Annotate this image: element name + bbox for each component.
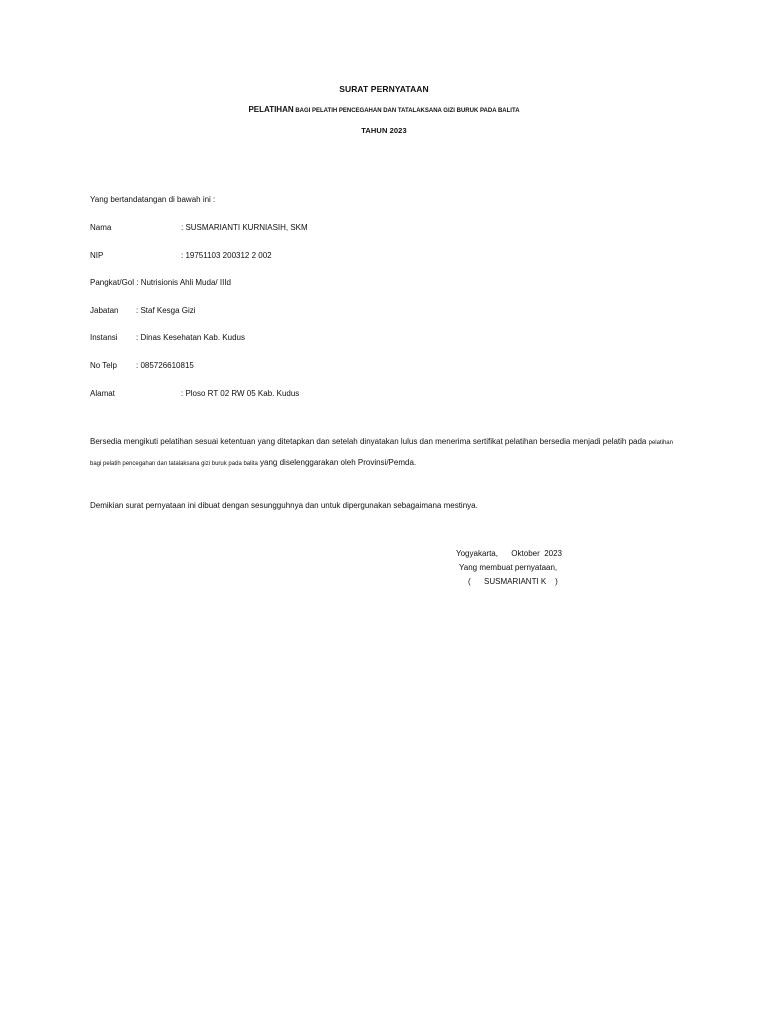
field-label-nama: Nama	[90, 223, 112, 232]
document-title: SURAT PERNYATAAN	[339, 84, 429, 94]
statement-line-2	[90, 458, 416, 467]
field-pangkat: Pangkat/Gol : Nutrisionis Ahli Muda/ IIId	[90, 278, 231, 287]
closing-text: Demikian surat pernyataan ini dibuat dengan sesungguhnya dan untuk dipergunakan sebagaimana mestinya.	[90, 501, 478, 510]
field-label-alamat: Alamat	[90, 389, 115, 398]
field-label-telp: No Telp	[90, 361, 117, 370]
field-value-jabatan: : Staf Kesga Gizi	[136, 306, 196, 315]
intro-text: Yang bertandatangan di bawah ini :	[90, 195, 216, 204]
statement-line-2-small: bagi pelatih pencegahan dan tatalaksana gizi buruk pada balita	[90, 461, 258, 467]
document-subtitle	[0, 105, 768, 114]
field-value-telp: : 085726610815	[136, 361, 194, 370]
field-label-instansi: Instansi	[90, 333, 118, 342]
signature-place-date: Yogyakarta, Oktober 2023	[456, 549, 562, 558]
field-value-nama: : SUSMARIANTI KURNIASIH, SKM	[181, 223, 308, 232]
field-value-nip: : 19751103 200312 2 002	[181, 251, 272, 260]
statement-line-1-small: pelatihan	[648, 440, 673, 446]
statement-line-1	[90, 437, 673, 446]
subtitle-lead: PELATIHAN	[248, 105, 294, 114]
statement-line-1-main: Bersedia mengikuti pelatihan sesuai ketentuan yang ditetapkan dan setelah dinyatakan lulus dan menerima sertifikat pelatihan bersedia menjadi pelatih pada	[90, 437, 647, 446]
document-year: TAHUN 2023	[361, 126, 407, 135]
signature-role: Yang membuat pernyataan,	[459, 563, 558, 572]
field-label-nip: NIP	[90, 251, 104, 260]
field-label-jabatan: Jabatan	[90, 306, 119, 315]
statement-line-2-main: yang diselenggarakan oleh Provinsi/Pemda.	[260, 458, 417, 467]
field-value-alamat: : Ploso RT 02 RW 05 Kab. Kudus	[181, 389, 300, 398]
signature-name: ( SUSMARIANTI K )	[468, 577, 558, 586]
subtitle-rest: BAGI PELATIH PENCEGAHAN DAN TATALAKSANA GIZI BURUK PADA BALITA	[295, 108, 520, 114]
field-value-instansi: : Dinas Kesehatan Kab. Kudus	[136, 333, 245, 342]
